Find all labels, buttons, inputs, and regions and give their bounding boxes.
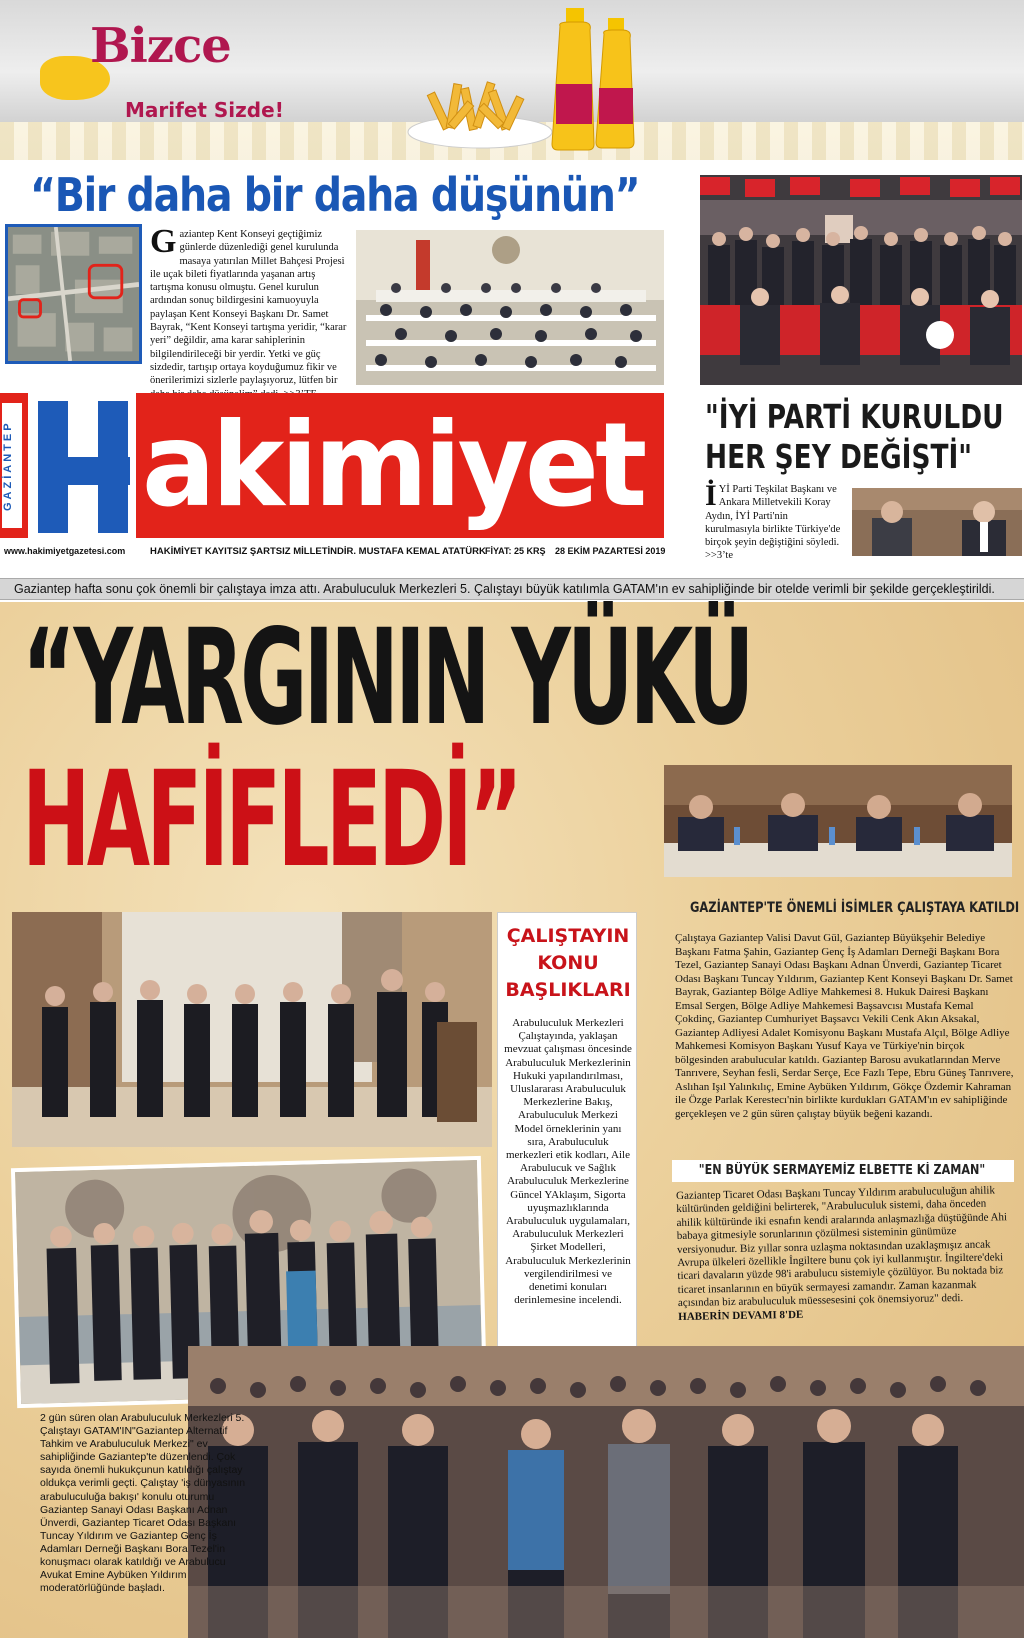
lead-strip [0, 578, 1024, 600]
audience-standing-photo [188, 1346, 1024, 1638]
ad-banner[interactable] [0, 0, 1024, 160]
masthead-info-bar [0, 546, 664, 562]
onemli-isimler-body: Çalıştaya Gaziantep Valisi Davut Gül, Gaziantep Büyükşehir Belediye Başkanı Fatma Şahin, Gaziantep Genç İş Adamları Derneği Başkanı Bora Tezel, Gaziantep Sanayi Odası Başkanı Adnan Ünverdi, Gaziantep Ticaret Odası Başkanı Tuncay Yıldırım, Gaziantep Kent Konseyi Başkanı Dr. Samet Bayrak, Gaziantep Bölge Adliye Mahkemesi 8. Hukuk Dairesi Başkanı Emsal Sergen, Bölge Adliye Mahkemesi Başsavcısı Mustafa Kemal Çokdinç, Gaziantep Cumhuriyet Başsavcı Vekili Cenk Akın Aksakal, Gaziantep Adliyesi Adalet Komisyonu Başkanı Mustafa Alçıl, Bölge Adliye Mahkemesi Komisyon Başkanı Yusuf Kaya ve Türkiye'nin birçok bölgesinden arabulucular katıldı. Gaziantep Barosu avukatlarından Merve Tanrıvere, Seyhan fesli, Serdar Serçe, Ece Fazlı Tepe, Ebru Güneş Tanrıvere, Aslıhan Işıl Yalınkılıç, Emine Aybüken Yıldırım, Gökçe Özdemir Kahraman ile Özge Parlak Kerestecı'nin birlikte kurdukları GATAM'ın ev sahipliğinde gerçekleşen ve 2 gün süren çalıştay büyük beğeni kazandı. [675, 932, 1014, 1120]
masthead-price: FİYAT: 25 KRŞ [485, 546, 546, 556]
ad-brand: Bizce [90, 18, 231, 74]
sermaye-continue-link[interactable]: HABERİN DEVAMI 8'DE [678, 1308, 804, 1323]
masthead-motto: HAKİMİYET KAYITSIZ ŞARTSIZ MİLLETİNDİR. MUSTAFA KEMAL ATATÜRK [150, 546, 486, 557]
oil-bottles-image [548, 4, 648, 154]
iyi-story-drop-cap: İ [705, 479, 717, 512]
top-story-headline[interactable]: “Bir daha bir daha düşünün” [30, 168, 640, 222]
iyi-speaker-photo [852, 488, 1022, 556]
iyi-story-body [705, 479, 845, 563]
top-story-body-text: aziantep Kent Konseyi geçtiğimiz günlerde düzenlediği genel kurulunda masaya yatırılan Millet Bahçesi Projesi ile uçak bileti fiyatlarında yaşanan artış tartışma konusu olmuştu. Genel kurulun ardından sonuç bildirgesini kamuoyuyla paylaşan Kent Konseyi Başkanı Dr. Samet Bayrak, “Kent Konseyi tartışma yeridir, “karar yeri” değildir, ama karar sahiplerinin bilgilendirileceği bir yerdir. Yetki ve güç sizdedir, tartışıp ortaya koyduğumuz fikir ve önerilerimizi sizlerle paylaşıyoruz, lütfen bir [150, 229, 347, 387]
iyi-story-body-text: Yİ Parti Teşkilat Başkanı ve Ankara Milletvekili Koray Aydın, İYİ Parti'nin kurulmasıyla birlikte Türkiye'de birçok şeyin değiştiğini söyledi. >>3’te [705, 484, 841, 562]
sermaye-title[interactable]: "EN BÜYÜK SERMAYEMİZ ELBETTE Kİ ZAMAN" [698, 1163, 986, 1178]
masthead-title: akimiyet [142, 398, 644, 533]
fries-plate-image [405, 62, 555, 152]
sermaye-body [676, 1184, 1014, 1324]
masthead-date: 28 EKİM PAZARTESİ 2019 [555, 546, 666, 556]
top-story-body [150, 223, 350, 401]
iyi-story-headline-line2: HER ŞEY DEĞİŞTİ" [705, 437, 973, 476]
masthead-city-label: GAZİANTEP [2, 403, 22, 528]
iyi-story-headline[interactable] [705, 397, 1004, 477]
main-headline-line2[interactable]: HAFİFLEDİ” [22, 743, 520, 897]
masthead-h-crossbar [38, 457, 130, 485]
main-headline-line1[interactable]: “YARGININ YÜKÜ [22, 601, 751, 755]
onemli-isimler-title[interactable]: GAZİANTEP'TE ÖNEMLİ İSİMLER ÇALIŞTAYA KATILDI [690, 900, 1020, 916]
masthead[interactable] [0, 393, 664, 538]
konu-title-line1: ÇALIŞTAYIN [506, 925, 630, 947]
top-story-drop-cap: G [150, 223, 177, 260]
aerial-map-photo [5, 224, 142, 364]
konu-basliklari-title [498, 923, 638, 1004]
panel-speakers-photo [664, 765, 1012, 877]
iyi-party-group-photo [700, 175, 1022, 385]
stage-group-photo [12, 912, 492, 1147]
sermaye-body-text: Gaziantep Ticaret Odası Başkanı Tuncay Yıldırım arabuluculuğun ahilik kültüründen geldiğini belirterek, "Arabuluculuk sistemi, daha önceden ahilik kültüründe iki esnafın kendi aralarında anlaşmazlığa düştüğünde Ahi babaya gitmesiyle sorunlarının çözülmesi sisteminin günümüze versiyonudur. Biz yıllar sonra uzlaşma noktasından uzaklaşmışız ancak Avrupa ülkeleri özellikle İngiltere bunu çok iyi kullanmıştır. İngiltere'deki ticari davaların yüzde 98'i arabulucu sistemiyle çözülüyor. Bu noktada biz ticaret insanlarının en büyük sermayesi zamandır. Zaman kazanmak açısından biz arabuluculuk müessesesini çok önemsiyoruz" dedi. [676, 1184, 1008, 1310]
masthead-website[interactable]: www.hakimiyetgazetesi.com [4, 546, 126, 556]
iyi-story-headline-line1: "İYİ PARTİ KURULDU [705, 397, 1004, 436]
konu-title-line3: BAŞLIKLARI [505, 979, 631, 1001]
konu-basliklari-body: Arabuluculuk Merkezleri Çalıştayında, yaklaşan mevzuat çalışması öncesinde Arabuluculuk Merkezlerinin Hukuki yapılandırılması, Uluslararası Arabuluculuk Merkezlerine Bakış, Arabuluculuk Merkezi Model örneklerinin yanı sıra, Arabuluculuk merkezleri etik kodları, Aile Arabulucuk ve Sağlık Arabuluculuk Merkezlerine Güncel YAklaşım, Sigorta uyuşmazlıklarında Arabuluculuk uygulamaları, Arabuluculuk Merkezleri Şirket Modelleri, Arabuluculuk Merkezlerinin vergilendirilmesi ve denetimi konuları derinlemesine incelendi. [504, 1017, 632, 1307]
konu-basliklari-box[interactable] [497, 912, 637, 1362]
bottom-story-body: 2 gün süren olan Arabuluculuk Merkezleri 5. Çalıştayı GATAM'IN"Gaziantep Alternatif Tahkim ve Arabuluculuk Merkezi" ev sahipliğinde Gaziantep'te düzenlendi. Çok sayıda önemli hukukçunun katıldığı çalıştay oldukça verimli geçti. Çalıştay 'iş dünyasının arabuluculuğa bakışı' konulu oturumu Gaziantep Sanayi Odası Başkanı Adnan Ünverdi, Gaziantep Ticaret Odası Başkanı Tuncay Yıldırım ve Gaziantep Genç İş Adamları Derneği Başkanı Bora Tezel'in konuşmacı olarak katıldığı ve Arabulucu Avukat Emine Aybüken Yıldırım moderatörlüğünde başladı. [40, 1412, 246, 1595]
ad-slogan: Marifet Sizde! [125, 98, 284, 122]
lead-strip-text: Gaziantep hafta sonu çok önemli bir çalıştaya imza attı. Arabuluculuk Merkezleri 5. Çalıştayı büyük katılımla GATAM'ın ev sahipliğinde bir otelde verimli bir şekilde gerçekleştirildi. [14, 582, 995, 596]
council-meeting-photo [356, 230, 664, 385]
konu-title-line2: KONU [537, 952, 599, 974]
